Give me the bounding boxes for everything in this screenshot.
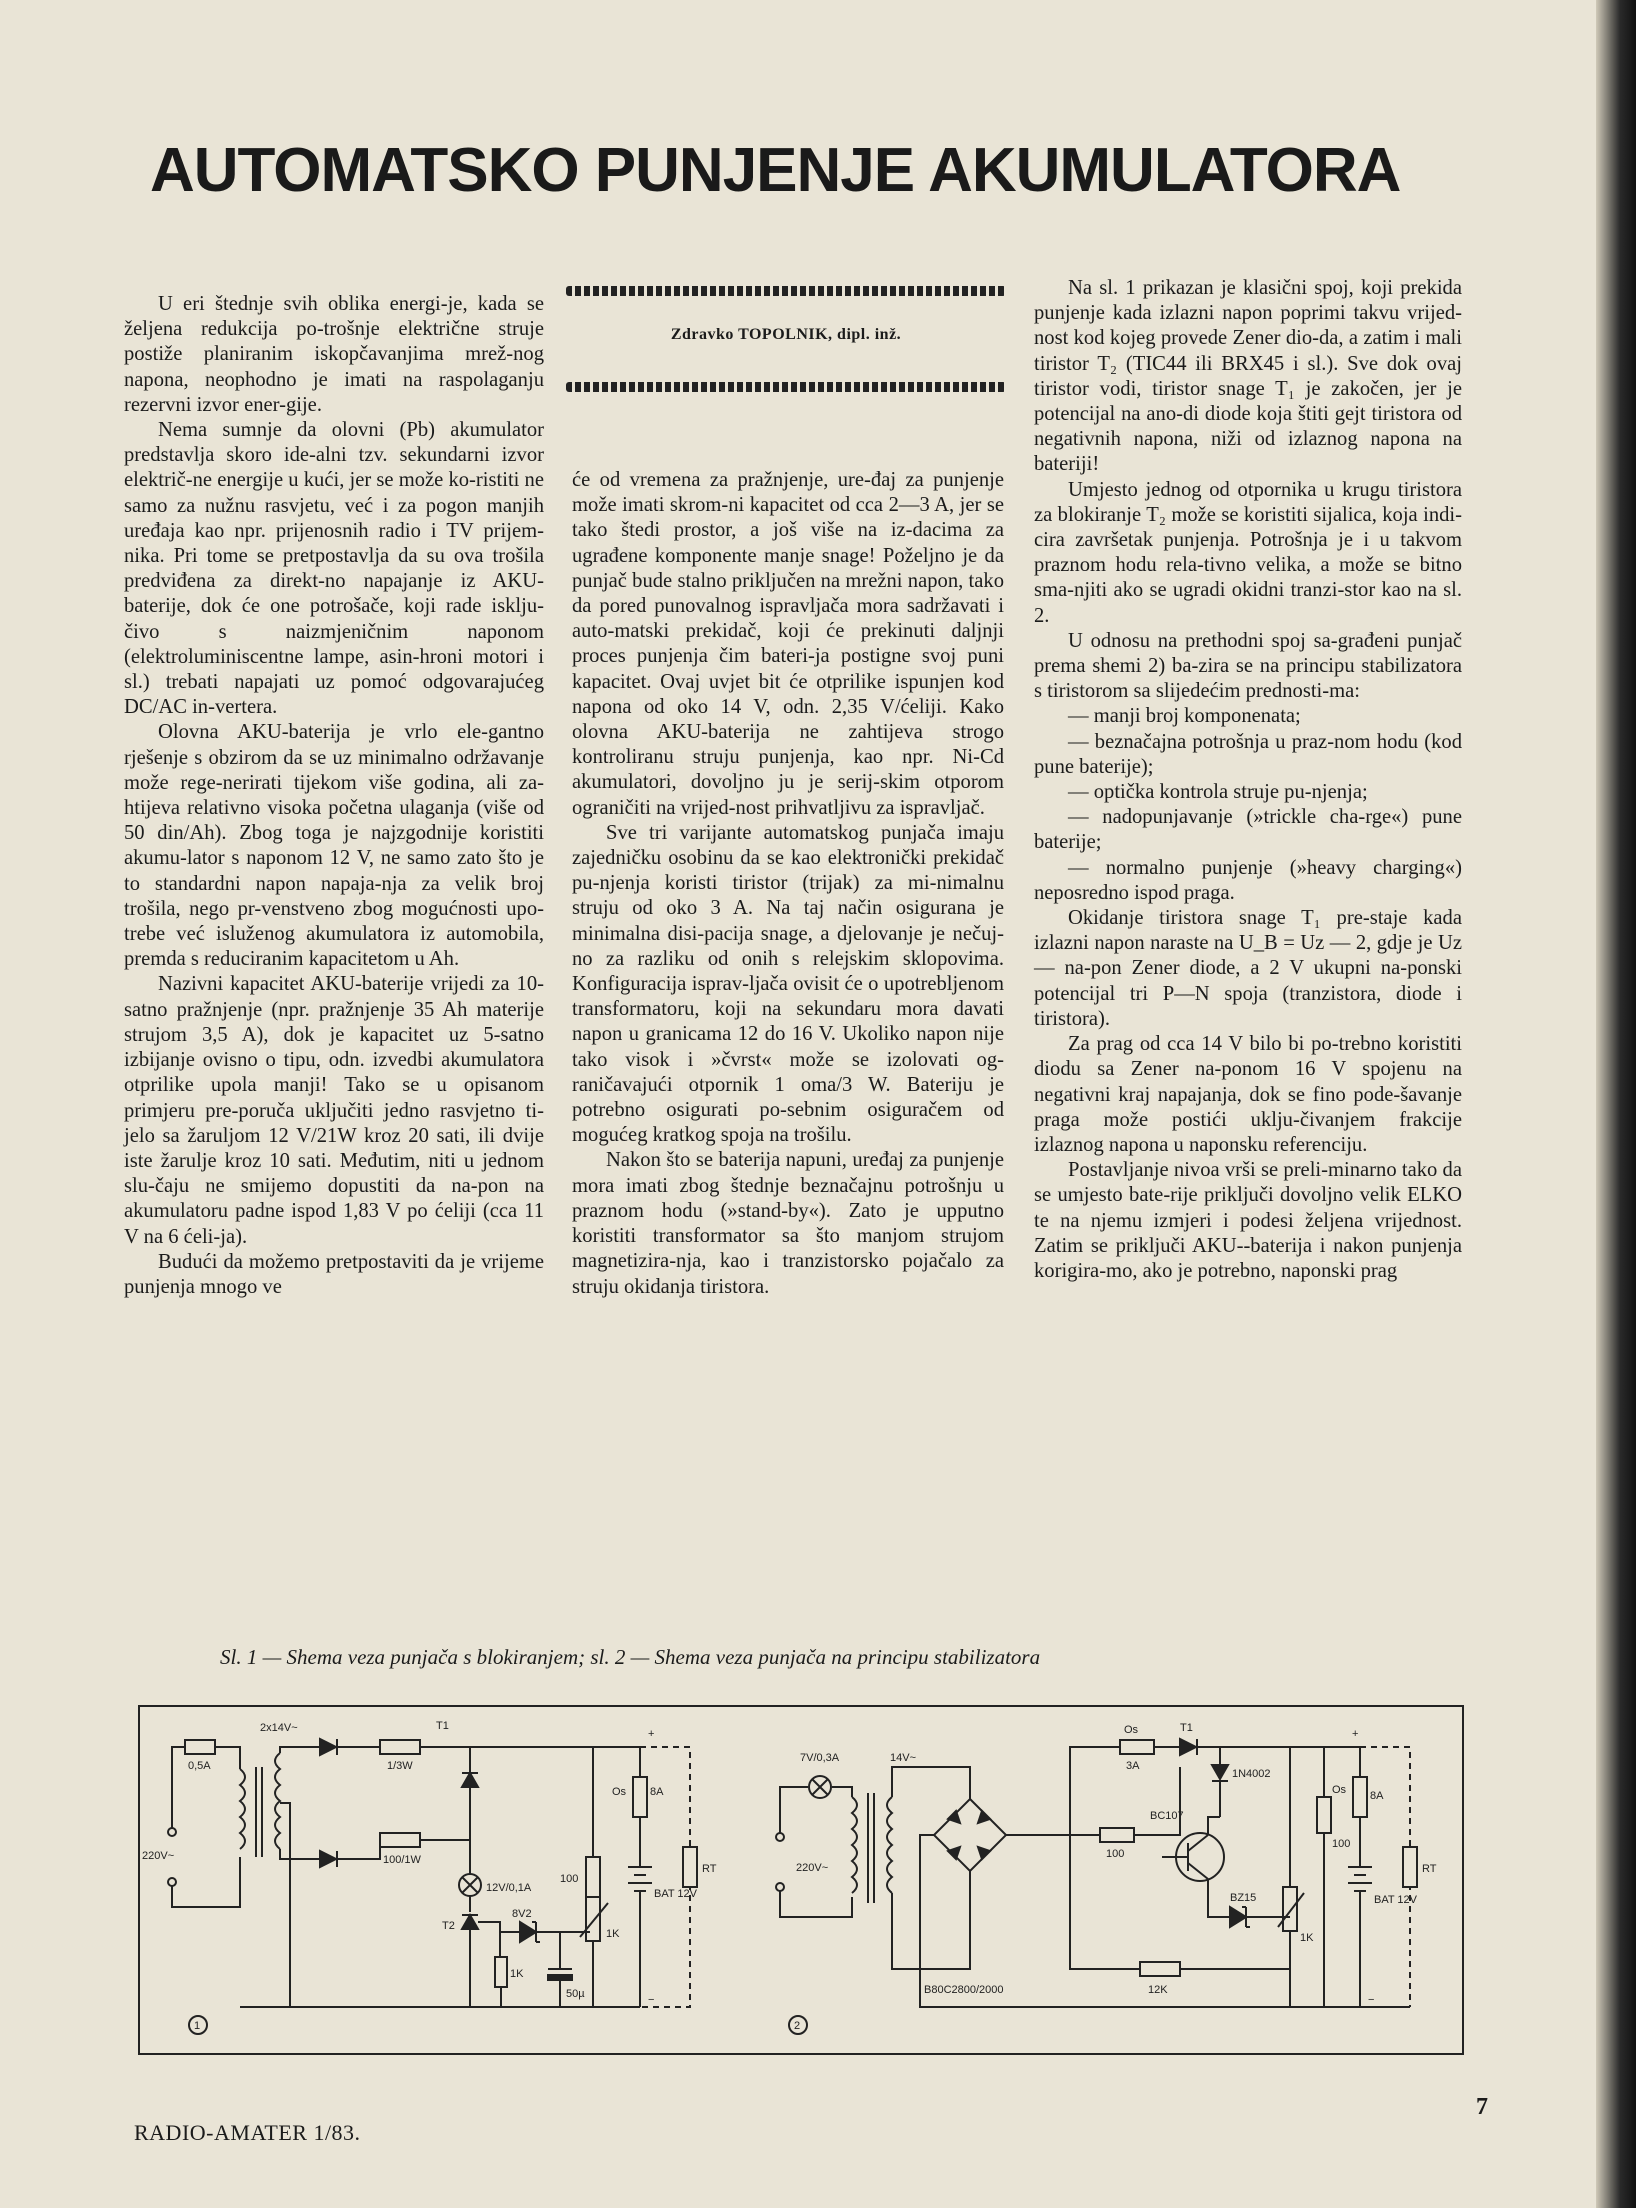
diode-icon [320,1851,336,1867]
terminal-icon [168,1878,176,1886]
figure-caption: Sl. 1 — Shema veza punjača s blokiranjem; sl. 2 — Shema veza punjača na principu stabilizatora [220,1645,1041,1669]
schematic-label: Os [612,1786,627,1798]
resistor-icon [1140,1962,1180,1976]
transformer-primary-icon [240,1769,245,1849]
schematic-label: 12K [1148,1984,1168,1996]
zener-diode-icon [520,1922,536,1942]
byline [566,282,1006,394]
zener-diode-icon [1230,1907,1246,1927]
schematic-figure [138,1705,1464,2055]
paragraph: Okidanje tiristora snage T₁ pre-staje kada izlazni napon naraste na U_B = Uz — 2, gdje je Uz — na-pon Zener diode, a 2 V ukupni na-ponski potencijal tri P—N spoja (tranzistora, diode i tiristora). [1034,907,1462,1030]
author-name: Zdravko TOPOLNIK, dipl. inž. [670,326,902,343]
schematic-label: 100 [560,1873,579,1885]
paragraph: Nazivni kapacitet AKU-baterije vrijedi za 10-satno pražnjenje (npr. pražnjenje 35 Ah materije strujom 3,5 A), dok je kapacitet uz 5-satno izbijanje ovisno o tipu, odn. izvedbi akumulatora otprilike upola manji! Tako se u opisanom primjeru pre-poruča uključiti jedno rasvjetno ti-jelo sa žaruljom 12 V/21W kroz 20 sati, ili dvije iste žarulje kroz 10 sati. Međutim, niti u jednom slu-čaju ne smijemo dopustiti da na-pon na akumulatoru padne ispod 1,83 V po ćeliji (cca 11 V na 6 ćeli-ja). [124,973,544,1248]
potentiometer-icon [1283,1887,1297,1931]
schematic-label: 1N4002 [1232,1768,1271,1780]
column-1 [124,292,544,1300]
bridge-rectifier-icon [934,1799,1006,1871]
resistor-icon [380,1833,420,1847]
paragraph: Olovna AKU-baterija je vrlo ele-gantno rješenje s obzirom da se uz minimalno održavanje može rege-nerirati tijekom više godina, ali za-htijeva relativno visoka početna ulaganja (više od 50 din/Ah). Zbog toga je najzgodnije koristiti akumu-lator s naponom 12 V, ne samo zato što je to standardni napon napaja-nja za velik broj trošila, nego pr-venstveno zbog mogućnosti upo-trebe već isluženog akumulatora iz automobila, premda s reduciranim kapacitetom u Ah. [124,721,544,971]
resistor-icon [1100,1828,1134,1842]
schematic-label: 3A [1126,1760,1140,1772]
terminal-icon [168,1828,176,1836]
thyristor-icon [462,1773,478,1787]
paragraph: U eri štednje svih oblika energi-je, kada se željena redukcija po-trošnje električne struje postiže planiranim iskopčavanjima mrež-nog napona, neophodno je imati na raspolaganju rezervni izvor ener-gije. [124,293,544,416]
list-item: — manji broj komponenata; [1068,705,1301,728]
magazine-footer: RADIO-AMATER 1/83. [134,2120,361,2145]
schematic-label: 1K [1300,1932,1314,1944]
schematic-label: RT [702,1863,717,1875]
paragraph: Budući da možemo pretpostaviti da je vrijeme punjenja mnogo ve [124,1250,544,1298]
schematic-label: − [648,1994,655,2006]
load-resistor-icon [1403,1847,1417,1887]
schematic-label: 100 [1332,1838,1351,1850]
diode-icon [320,1739,336,1755]
schematic-label: 7V/0,3A [800,1752,840,1764]
transformer-secondary-icon [275,1753,280,1849]
paragraph: U odnosu na prethodni spoj sa-građeni punjač prema shemi 2) ba-zira se na principu stabilizatora s tiristorom sa slijedećim prednosti-ma: [1034,629,1462,703]
paragraph: Za prag od cca 14 V bilo bi po-trebno koristiti diodu sa Zener na-ponom 16 V spojenu na negativni kraj napajanja, dok se fino pode-šavanje praga može postići uklju-čivanjem frakcije izlaznog napona u naponsku referenciju. [1034,1033,1462,1156]
column-3 [1034,276,1462,1284]
schematic-label: T1 [1180,1722,1193,1734]
schematic-label: 220V~ [142,1850,175,1862]
diode-icon [1212,1765,1228,1779]
schematic-label: BAT 12V [654,1888,698,1900]
schematic-label: 12V/0,1A [486,1882,532,1894]
thyristor-icon [462,1915,478,1929]
thyristor-icon [1180,1739,1196,1755]
schematic-label: Os [1124,1724,1139,1736]
paragraph: Nema sumnje da olovni (Pb) akumulator predstavlja skoro ide-alni tzv. sekundarni izvor električ-ne energije u kući, jer se može ko-ristiti ne samo za nužnu rasvjetu, već i za pogon manjih uređaja kao npr. prijenosnih radio i TV prijem-nika. Pri tome se pretpostavlja da su ova trošila predviđena za direkt-no napajanje iz AKU-baterije, dok će one potrošače, koji rade isklju-čivo s naizmjeničnim naponom (elektroluminiscentne lampe, asin-hroni motori i sl.) trebati napajati uz pomoć odgovarajućeg DC/AC in-vertera. [124,419,544,719]
schematic-label: BZ15 [1230,1892,1257,1904]
list-item: — nadopunjavanje (»trickle cha-rge«) pune baterije; [1034,806,1462,854]
potentiometer-icon [586,1897,600,1941]
schematic-label: BC107 [1150,1810,1184,1822]
schematic-label: T2 [442,1920,455,1932]
fuse-icon [185,1740,215,1754]
paragraph: Sve tri varijante automatskog punjača imaju zajedničku osobinu da se kao elektronički prekidač pu-njenja koristi tiristor (trijak) za mi-nimalnu struju od oko 3 A. Na taj način osigurana je minimalna disi-pacija snage, a djelovanje je nečuj-no za razliku od onih s relejskim sklopovima. Konfiguracija isprav-ljača ovisit će o upotrebljenom transformatoru, koji na sekundaru mora davati napon u granicama 12 do 16 V. Ukoliko napon nije tako visok i »čvrst« može se izolovati og-raničavajući otpornik 1 oma/3 W. Bateriju je potrebno osigurati po-sebnim osiguračem od mogućeg kratkog spoja na trošilu. [572,821,1004,1147]
paragraph: će od vremena za pražnjenje, ure-đaj za punjenje može imati skrom-ni kapacitet od cca 2—3 A, jer se tako štedi prostor, a još više na iz-dacima za ugrađene komponente manje snage! Poželjno je da punjač bude stalno priključen na mrežni napon, tako da pored punovalnog ispravljača mora sadržavati i auto-matski prekidač, koji će prekinuti daljnji proces punjenja čim bateri-ja postigne svoj puni kapacitet. Ovaj uvjet bit će otprilike ispunjen kod napona od oko 14 V, odn. 2,35 V/ćeliji. Kako olovna AKU-baterija ne zahtijeva strogo kontroliranu struju punjenja, kao npr. Ni-Cd akumulatori, dovoljno ju je serij-skim otporom ograničiti na vrijed-nost prihvatljivu za ispravljač. [572,469,1004,819]
schematic-label: 100/1W [383,1854,421,1866]
schematic-label: 50µ [566,1988,585,2000]
schematic-label: 14V~ [890,1752,916,1764]
schematic-label: Os [1332,1784,1347,1796]
schematic-label: 2x14V~ [260,1722,298,1734]
resistor-icon [586,1857,600,1897]
load-resistor-icon [683,1847,697,1887]
schematic-label: 100 [1106,1848,1125,1860]
fuse-icon [1353,1777,1367,1817]
schematic-label: T1 [436,1720,449,1732]
paragraph: Na sl. 1 prikazan je klasični spoj, koji prekida punjenje kada izlazni napon poprimi takvu vrijed-nost kod kojeg provede Zener dio-da, a zatim i mali tiristor T₂ (TIC44 ili BRX45 i sl.). Sve dok ovaj tiristor vodi, tiristor snage T₁ je zakočen, jer je potencijal na ano-di diode koja štiti gejt tiristora od negativnih napona, niži od izlaznog napona na bateriji! [1034,277,1462,476]
list-item: — beznačajna potrošnja u praz-nom hodu (kod pune baterije); [1034,730,1462,778]
schematic-label: 8A [650,1786,664,1798]
schematic-label: BAT 12V [1374,1894,1418,1906]
fuse-icon [1120,1740,1154,1754]
schematic-label: 8V2 [512,1908,532,1920]
schematic-label: 220V~ [796,1862,829,1874]
decorative-rule [566,382,1006,392]
transformer-secondary-icon [887,1797,892,1893]
schematic-label: 1/3W [387,1760,413,1772]
paragraph: Umjesto jednog od otpornika u krugu tiristora za blokiranje T₂ može se koristiti sijalica, koja indi-cira završetak punjenja. Potrošnja je i u takvom praznom hodu rela-tivno velika, a može se bitno sma-njiti ako se ugradi okidni tranzi-stor kao na sl. 2. [1034,478,1462,627]
page-edge-shadow [1596,0,1636,2208]
schematic-label: + [1352,1728,1359,1740]
paragraph: Postavljanje nivoa vrši se preli-minarno tako da se umjesto bate-rije priključi dovoljno velik ELKO te na njemu izmjeri i podesi željena vrijednost. Zatim se priključi AKU--baterija i nakon punjenja korigira-mo, ako je potrebno, naponski prag [1034,1159,1462,1282]
fuse-icon [633,1777,647,1817]
figure-number: 2 [794,2020,801,2032]
paragraph: Nakon što se baterija napuni, uređaj za punjenje mora imati zbog štednje beznačajnu potrošnju u praznom hodu (»stand-by«). Zato je upputno koristiti transformator sa što manjom strujom magnetizira-nja, kao i tranzistorsko pojačalo za struju okidanja tiristora. [572,1149,1004,1298]
schematic-label: − [1368,1994,1375,2006]
schematic-drawing [140,1707,1462,2053]
terminal-icon [776,1883,784,1891]
list-item: — normalno punjenje (»heavy charging«) neposredno ispod praga. [1034,856,1462,904]
schematic-label: 8A [1370,1790,1384,1802]
schematic-label: RT [1422,1863,1437,1875]
schematic-label: B80C2800/2000 [924,1984,1004,1996]
terminal-icon [776,1833,784,1841]
transformer-primary-icon [852,1797,857,1893]
schematic-label: 0,5A [188,1760,211,1772]
resistor-icon [380,1740,420,1754]
figure-number: 1 [194,2020,201,2032]
schematic-label: + [648,1728,655,1740]
page-number: 7 [1476,2094,1488,2120]
article-title: AUTOMATSKO PUNJENJE AKUMULATORA [150,136,1401,205]
list-item: — optička kontrola struje pu-njenja; [1068,781,1368,804]
schematic-label: 1K [510,1968,524,1980]
resistor-icon [495,1957,507,1987]
column-2 [572,468,1004,1300]
schematic-label: 1K [606,1928,620,1940]
resistor-icon [1317,1797,1331,1833]
decorative-rule [566,286,1006,296]
